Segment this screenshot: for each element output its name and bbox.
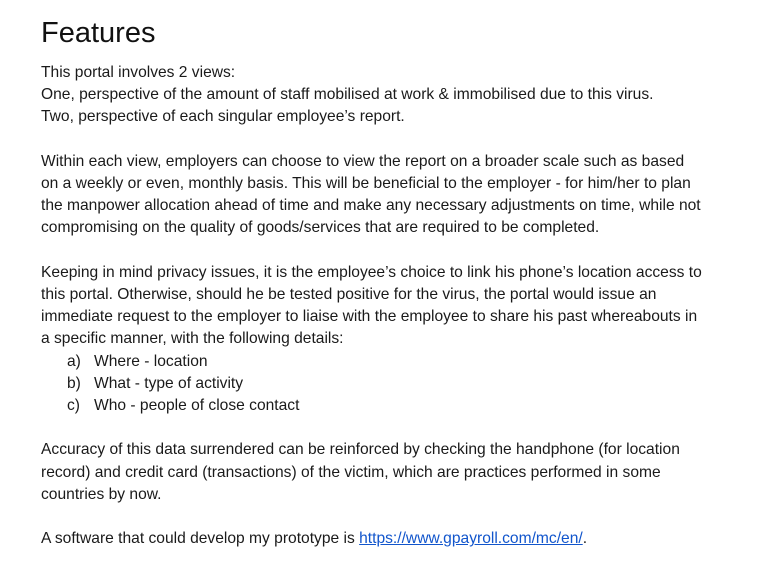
text-line: Accuracy of this data surrendered can be reinforced by checking the handphone (for location <box>41 441 680 459</box>
list-item-text: What - type of activity <box>94 374 244 392</box>
list-marker: b) <box>67 374 81 392</box>
list-item-text: Where - location <box>94 352 208 370</box>
intro-paragraph <box>41 62 756 129</box>
list-item <box>41 395 756 417</box>
software-paragraph <box>41 528 756 550</box>
text-line <box>41 528 756 550</box>
list-item <box>41 373 756 395</box>
text-line: countries by now. <box>41 485 162 503</box>
list-marker: a) <box>67 352 81 370</box>
list-item-text: Who - people of close contact <box>94 397 300 415</box>
text-line: This portal involves 2 views: <box>41 64 236 81</box>
list-marker: c) <box>67 397 80 415</box>
accuracy-paragraph <box>41 439 756 506</box>
text-line: Keeping in mind privacy issues, it is the employee’s choice to link his phone’s location access to <box>41 263 702 281</box>
text-line: record) and credit card (transactions) of the victim, which are practices performed in some <box>41 463 661 481</box>
software-prefix: A software that could develop my prototype is <box>41 530 360 548</box>
text-line: immediate request to the employer to liaise with the employee to share his past whereabouts in <box>41 308 698 326</box>
software-link[interactable]: https://www.gpayroll.com/mc/en/ <box>359 530 583 548</box>
text-line: One, perspective of the amount of staff mobilised at work & immobilised due to this virus. <box>41 86 654 104</box>
list-item <box>41 351 756 373</box>
text-line: on a weekly or even, monthly basis. This will be beneficial to the employer - for him/her to plan <box>41 175 691 192</box>
software-suffix: . <box>582 530 588 548</box>
text-line: the manpower allocation ahead of time and make any necessary adjustments on time, while not <box>41 197 701 215</box>
document-body <box>41 14 756 550</box>
text-line: Within each view, employers can choose to view the report on a broader scale such as based <box>41 152 685 170</box>
text-line: this portal. Otherwise, should he be tested positive for the virus, the portal would issue an <box>41 286 657 303</box>
text-line: Two, perspective of each singular employee’s report. <box>41 108 405 126</box>
privacy-paragraph <box>41 262 756 351</box>
details-list <box>41 351 756 418</box>
text-line: compromising on the quality of goods/services that are required to be completed. <box>41 219 600 237</box>
page-title: Features <box>41 17 156 49</box>
text-line: a specific manner, with the following details: <box>41 330 344 348</box>
view-scale-paragraph <box>41 151 756 240</box>
